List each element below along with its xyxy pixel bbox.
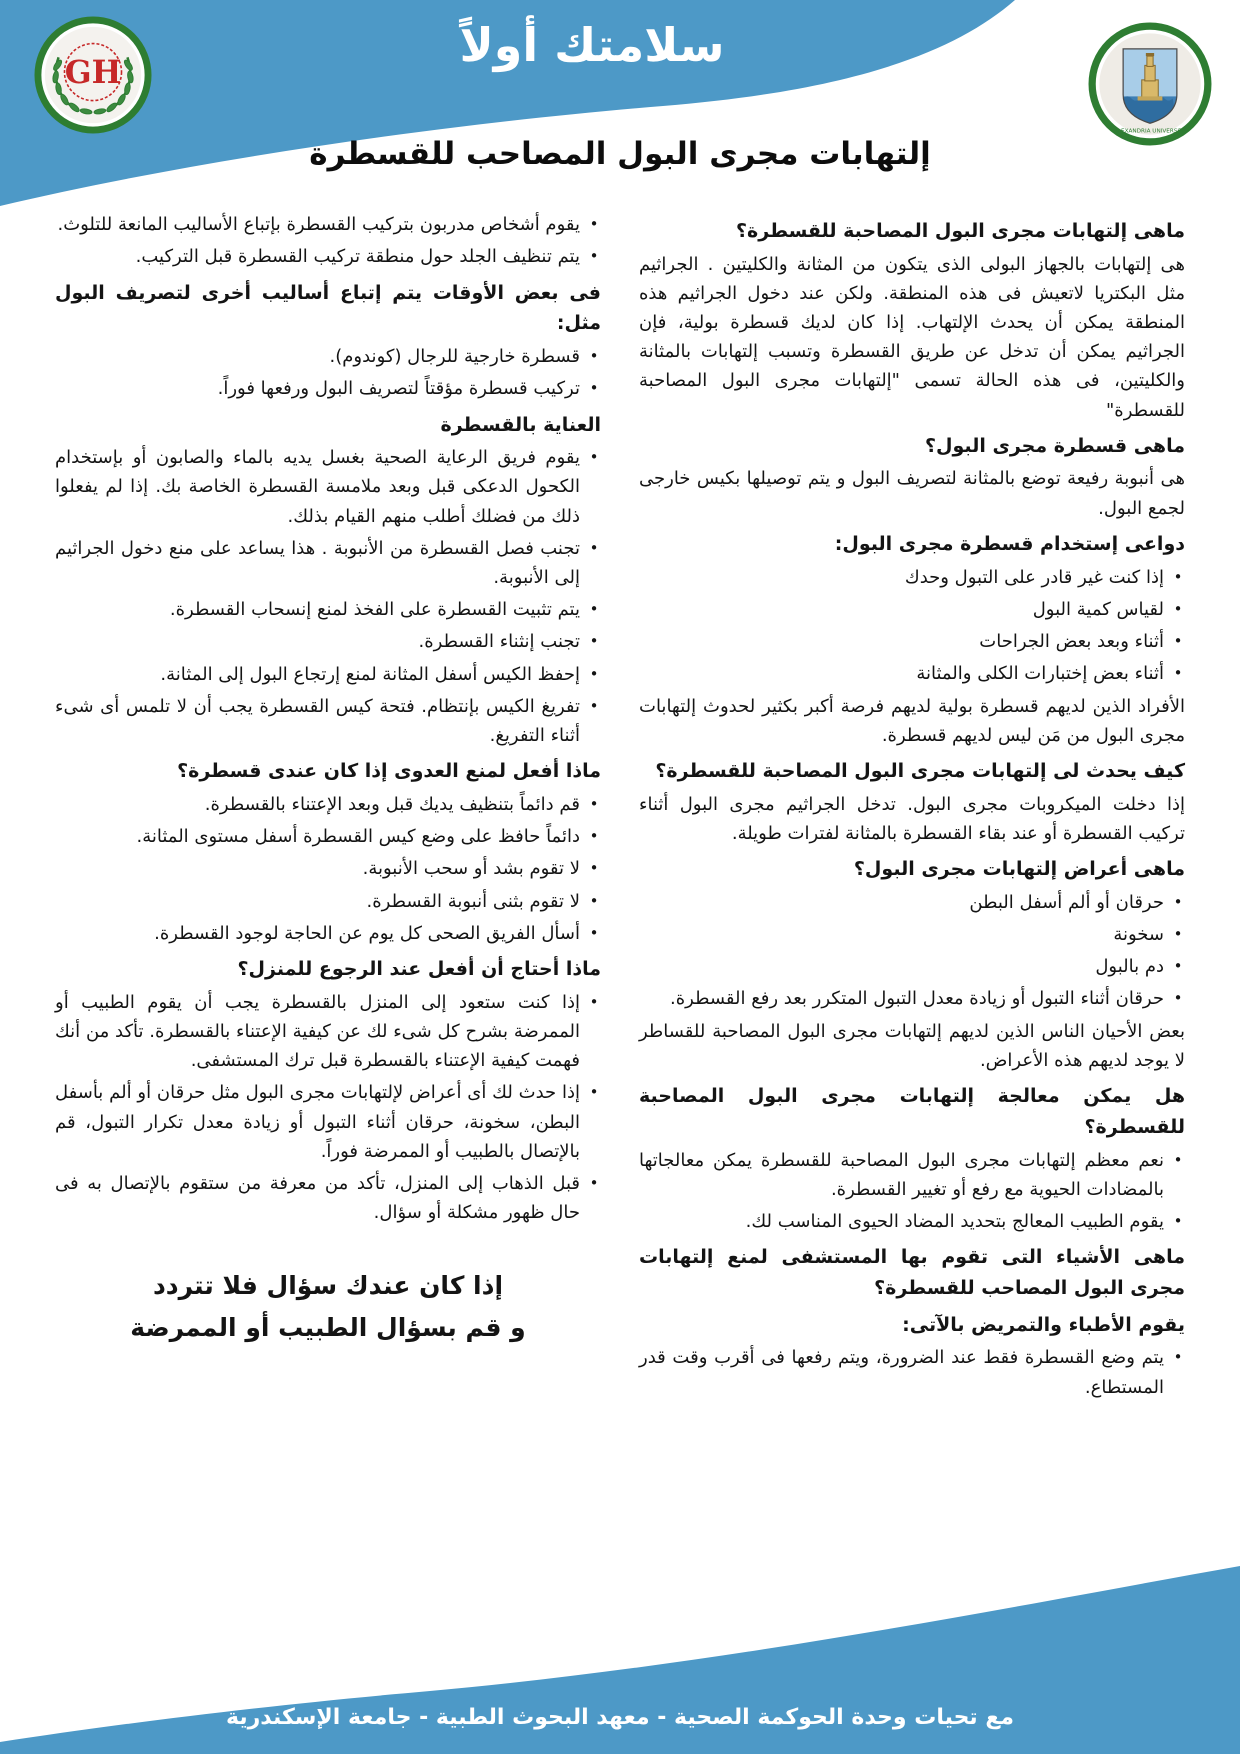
column-left-heading-3: فى بعض الأوقات يتم إتباع أساليب أخرى لتصريف البول مثل: [55,281,601,335]
alexandria-university-logo-icon [1088,22,1212,146]
column-right-heading-1: ماهى إلتهابات مجرى البول المصاحبة للقسطرة؟ [736,220,1185,242]
bullet-text: حرقان أثناء التبول أو زيادة معدل التبول المتكرر بعد رفع القسطرة. [669,988,1164,1010]
column-right-paragraph-4: هى أنبوبة رفيعة توضع بالمثانة لتصريف البول و يتم توصيلها بكيس خارجى لجمع البول. [639,468,1185,519]
column-left-heading-6: العناية بالقسطرة [440,413,601,436]
column-left-bullet-22 [55,1169,601,1227]
bullet-text: إذا كنت ستعود إلى المنزل بالقسطرة يجب أن يقوم الطبيب أو الممرضة بشرح كل شىء لك عن كيفية الإعتناء بالقسطرة. تأكد من أنك فهمت كيفية الإعتناء بالقسطرة قبل ترك المستشفى. [55,991,580,1072]
bullet-text: يقوم فريق الرعاية الصحية بغسل يديه بالماء والصابون أو بإستخدام الكحول الدعكى قبل وبعد ملامسة القسطرة الخاصة بك. إذا لم يفعلوا ذلك من فضلك أطلب منهم القيام بذلك. [55,447,580,527]
bullet-dot-icon: • [1173,599,1183,618]
column-left-bullet-2 [55,242,601,271]
bullet-text: يقوم أشخاص مدربون بتركيب القسطرة بإتباع الأساليب المانعة للتلوث. [57,214,580,235]
bullet-dot-icon: • [589,827,599,846]
column-right [639,210,1185,1405]
bullet-dot-icon: • [1173,924,1183,943]
column-right-bullet-24 [639,1343,1185,1401]
bullet-text: يقوم الطبيب المعالج بتحديد المضاد الحيوى المناسب لك. [745,1210,1164,1232]
bullet-dot-icon: • [589,347,599,366]
bullet-dot-icon: • [589,664,599,683]
column-right-bullet-17 [639,984,1185,1013]
column-right-bullet-21 [639,1207,1185,1236]
bullet-text: يتم وضع القسطرة فقط عند الضرورة، ويتم رفعها فى أقرب وقت قدر المستطاع. [639,1347,1164,1398]
column-left-bullet-12 [55,692,601,750]
column-right-heading-11: كيف يحدث لى إلتهابات مجرى البول المصاحبة للقسطرة؟ [655,759,1185,782]
bullet-dot-icon: • [589,448,599,467]
column-right-paragraph-2: هى إلتهابات بالجهاز البولى الذى يتكون من المثانة والكليتين . الجراثيم مثل البكتريا لاتعيش فى هذه المنطقة. ولكن عند دخول الجراثيم هذه المنطقة يمكن أن يحدث الإلتهاب. إذا كان لديك قسطرة بولية، فإن الجراثيم يمكن أن تدخل عن طريق القسطرة وتسبب إلتهابات بالمثانة والكليتين، فى هذه الحالة تسمى "إلتهابات مجرى البول المصاحبة للقسطرة" [639,253,1185,421]
bullet-dot-icon: • [589,247,599,266]
bullet-text: أثناء بعض إختبارات الكلى والمثانة [916,663,1164,685]
column-right-bullet-16 [639,952,1185,981]
bullet-text: قسطرة خارجية للرجال (كوندوم). [329,346,580,368]
bullet-dot-icon: • [1173,957,1183,976]
column-left-bullet-16 [55,854,601,883]
bullet-text: نعم معظم إلتهابات مجرى البول المصاحبة للقسطرة يمكن معالجاتها بالمضادات الحيوية مع رفع أو تغيير القسطرة. [639,1149,1164,1200]
bullet-text: يتم تنظيف الجلد حول منطقة تركيب القسطرة قبل التركيب. [135,246,580,268]
column-left-bullet-20 [55,988,601,1075]
bullet-dot-icon: • [589,538,599,557]
bullet-dot-icon: • [589,923,599,942]
bullet-text: أسأل الفريق الصحى كل يوم عن الحاجة لوجود القسطرة. [154,922,580,944]
column-right-bullet-20 [639,1146,1185,1204]
column-right-heading-22: ماهى الأشياء التى تقوم بها المستشفى لمنع إلتهابات مجرى البول المصاحب للقسطرة؟ [639,1246,1185,1299]
column-left-bullet-5 [55,374,601,403]
column-left-bullet-14 [55,790,601,819]
column-right-bullet-14 [639,888,1185,917]
column-left-bullet-4 [55,342,601,371]
bullet-dot-icon: • [1173,1211,1183,1230]
bullet-text: إذا كنت غير قادر على التبول وحدك [904,566,1164,588]
bullet-text: حرقان أو ألم أسفل البطن [969,891,1164,913]
bullet-text: قم دائماً بتنظيف يديك قبل وبعد الإعتناء بالقسطرة. [204,793,580,815]
bullet-dot-icon: • [1173,1150,1183,1169]
column-right-paragraph-18: بعض الأحيان الناس الذين لديهم إلتهابات مجرى البول المصاحبة للقساطر لا يوجد لديهم هذه الأعراض. [639,1020,1185,1071]
bullet-dot-icon: • [589,794,599,813]
bullet-dot-icon: • [589,992,599,1011]
column-right-bullet-7 [639,595,1185,624]
bullet-dot-icon: • [589,379,599,398]
bullet-text: لا تقوم بثنى أنبوبة القسطرة. [366,890,580,912]
column-left-closing-23: إذا كان عندك سؤال فلا تتردد [152,1271,504,1301]
logo-monogram: GH [64,53,122,91]
bullet-dot-icon: • [589,891,599,910]
bullet-dot-icon: • [1173,892,1183,911]
column-left-closing-24: و قم بسؤال الطبيب أو الممرضة [130,1312,526,1342]
column-right-heading-3: ماهى قسطرة مجرى البول؟ [925,434,1185,457]
column-right-bullet-15 [639,920,1185,949]
column-right-heading-19: هل يمكن معالجة إلتهابات مجرى البول المصاحبة للقسطرة؟ [639,1085,1185,1138]
column-right-bullet-9 [639,659,1185,688]
bullet-text: تفريغ الكيس بإنتظام. فتحة كيس القسطرة يجب أن لا تلمس أى شىء أثناء التفريغ. [55,695,580,746]
column-left-bullet-17 [55,887,601,916]
column-left-bullet-8 [55,534,601,592]
page-title: إلتهابات مجرى البول المصاحب للقسطرة [309,136,931,172]
bullet-text: دائماً حافظ على وضع كيس القسطرة أسفل مستوى المثانة. [136,826,580,848]
column-left-bullet-7 [55,443,601,530]
column-left-bullet-11 [55,660,601,689]
bullet-text: تركيب قسطرة مؤقتاً لتصريف البول ورفعها فوراً. [217,378,580,400]
column-left [55,210,601,1405]
bullet-text: أثناء وبعد بعض الجراحات [979,631,1164,653]
bullet-dot-icon: • [1173,989,1183,1008]
bullet-dot-icon: • [589,600,599,619]
column-left-bullet-21 [55,1078,601,1165]
bullet-text: إحفظ الكيس أسفل المثانة لمنع إرتجاع البول إلى المثانة. [160,663,580,685]
column-right-heading-5: دواعى إستخدام قسطرة مجرى البول: [834,532,1185,555]
column-left-bullet-15 [55,822,601,851]
column-right-bullet-8 [639,627,1185,656]
column-right-heading-13: ماهى أعراض إلتهابات مجرى البول؟ [853,857,1185,880]
bullet-text: إذا حدث لك أى أعراض لإلتهابات مجرى البول مثل حرقان أو ألم بأسفل البطن، سخونة، حرقان أثناء التبول أو زيادة معدل تكرار التبول، قم بالإتصال بالطبيب أو الممرضة فوراً. [55,1082,580,1162]
bullet-text: لقياس كمية البول [1032,598,1164,620]
column-right-bullet-6 [639,563,1185,592]
column-left-bullet-1 [55,210,601,239]
bullet-text: قبل الذهاب إلى المنزل، تأكد من معرفة من ستقوم بالإتصال به فى حال ظهور مشكلة أو سؤال. [55,1172,580,1224]
column-right-paragraph-10: الأفراد الذين لديهم قسطرة بولية لديهم فرصة أكبر بكثير لحدوث إلتهابات مجرى البول من مَن ليس لديهم قسطرة. [639,695,1185,746]
bullet-dot-icon: • [589,1173,599,1192]
footer-credit: مع تحيات وحدة الحوكمة الصحية - معهد البحوث الطبية - جامعة الإسكندرية [226,1705,1014,1730]
column-right-heading-23: يقوم الأطباء والتمريض بالآتى: [902,1313,1185,1336]
column-left-bullet-9 [55,595,601,624]
bullet-dot-icon: • [1173,664,1183,683]
document-body [55,210,1185,1405]
bullet-dot-icon: • [589,1083,599,1102]
bullet-dot-icon: • [589,215,599,233]
bullet-dot-icon: • [589,859,599,878]
bullet-text: دم بالبول [1095,956,1164,978]
bullet-text: سخونة [1113,923,1164,945]
column-left-bullet-18 [55,919,601,948]
bullet-dot-icon: • [1173,567,1183,586]
bullet-dot-icon: • [589,632,599,651]
column-left-heading-13: ماذا أفعل لمنع العدوى إذا كان عندى قسطرة؟ [177,760,601,783]
bullet-text: تجنب فصل القسطرة من الأنبوبة . هذا يساعد على منع دخول الجراثيم إلى الأنبوبة. [55,537,580,588]
bullet-text: لا تقوم بشد أو سحب الأنبوبة. [362,858,580,880]
column-left-bullet-10 [55,627,601,656]
bullet-dot-icon: • [1173,1348,1183,1367]
bullet-dot-icon: • [1173,632,1183,651]
bullet-text: يتم تثبيت القسطرة على الفخذ لمنع إنسحاب القسطرة. [169,599,580,621]
bullet-dot-icon: • [589,696,599,715]
column-right-paragraph-12: إذا دخلت الميكروبات مجرى البول. تدخل الجراثيم مجرى البول أثناء تركيب القسطرة أو عند بقاء القسطرة بالمثانة لفترات طويلة. [639,793,1185,844]
logo-caption: ALEXANDRIA UNIVERSITY [1114,128,1186,135]
banner-title: سلامتك أولاً [459,18,725,72]
bullet-text: تجنب إنثناء القسطرة. [418,631,580,653]
column-left-heading-19: ماذا أحتاج أن أفعل عند الرجوع للمنزل؟ [237,958,601,981]
